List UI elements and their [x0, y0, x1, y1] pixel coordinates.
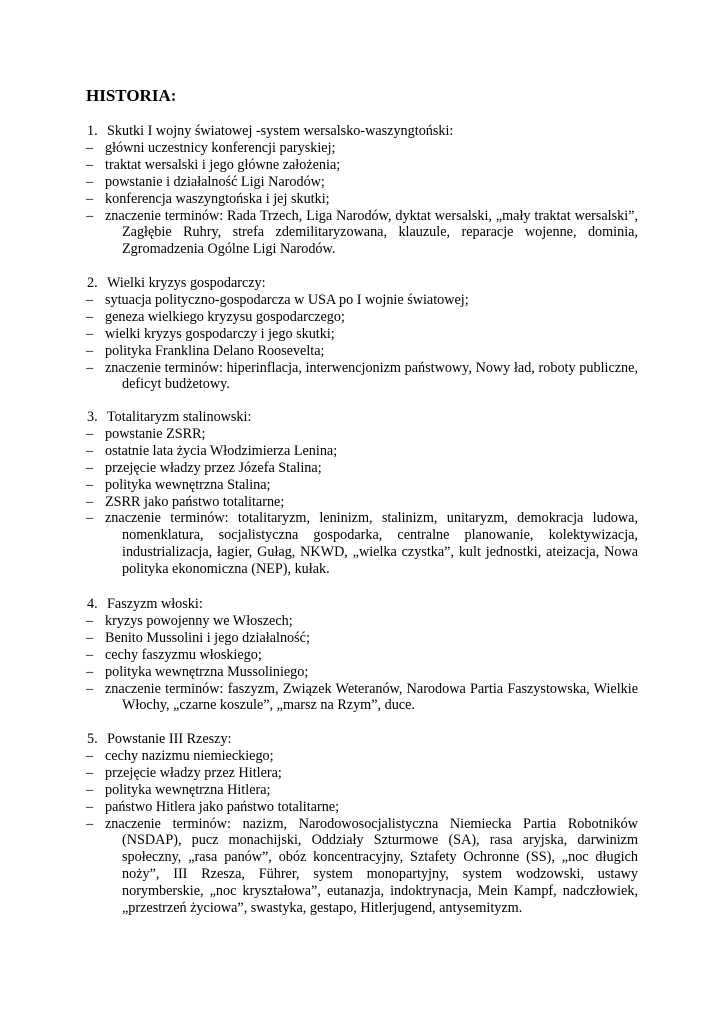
dash-bullet: – — [86, 325, 94, 342]
dash-bullet: – — [86, 308, 94, 325]
section-number: 2. — [87, 275, 98, 291]
dash-bullet: – — [86, 815, 94, 832]
list-item-terms: – znaczenie terminów: hiperinflacja, interwencjonizm państwowy, Nowy ład, roboty publiczne, deficyt budżetowy. — [86, 359, 638, 393]
list-item: – przejęcie władzy przez Hitlera; — [86, 764, 282, 781]
dash-bullet: – — [86, 764, 94, 781]
list-item: – polityka wewnętrzna Stalina; — [86, 476, 271, 493]
list-item-terms: – znaczenie terminów: faszyzm, Związek Weteranów, Narodowa Partia Faszystowska, Wielkie Włochy, „czarne koszule”, „marsz na Rzym”, duce. — [86, 680, 638, 714]
dash-bullet: – — [86, 156, 94, 173]
dash-bullet: – — [86, 359, 94, 376]
list-item: – powstanie ZSRR; — [86, 425, 206, 442]
section-title-text: Totalitaryzm stalinowski: — [107, 409, 252, 425]
list-item: – główni uczestnicy konferencji paryskiej; — [86, 139, 336, 156]
section-title — [86, 409, 638, 426]
section-title — [86, 123, 638, 140]
section-number: 5. — [87, 731, 98, 747]
dash-bullet: – — [86, 342, 94, 359]
dash-bullet: – — [86, 612, 94, 629]
section-number: 1. — [87, 123, 98, 139]
list-item-terms: – znaczenie terminów: Rada Trzech, Liga Narodów, dyktat wersalski, „mały traktat wersalski”, Zagłębie Ruhry, strefa zdemilitaryzowana, klauzule, reparacje wojenne, dominia, Zgromadzenia Ogólne Ligi Narodów. — [86, 207, 638, 258]
list-item: – ostatnie lata życia Włodzimierza Lenina; — [86, 442, 338, 459]
dash-bullet: – — [86, 459, 94, 476]
section-title — [86, 275, 638, 292]
dash-bullet: – — [86, 629, 94, 646]
dash-bullet: – — [86, 680, 94, 697]
list-item: – państwo Hitlera jako państwo totalitarne; — [86, 798, 340, 815]
dash-bullet: – — [86, 291, 94, 308]
list-item: – cechy faszyzmu włoskiego; — [86, 646, 262, 663]
section-5 — [86, 731, 638, 917]
document-heading: HISTORIA: — [86, 86, 177, 105]
section-title-text: Faszyzm włoski: — [107, 596, 203, 612]
list-item: – cechy nazizmu niemieckiego; — [86, 747, 274, 764]
list-item: – konferencja waszyngtońska i jej skutki; — [86, 190, 330, 207]
dash-bullet: – — [86, 510, 94, 527]
list-item-terms: – znaczenie terminów: nazizm, Narodowosocjalistyczna Niemiecka Partia Robotników (NSDAP), pucz monachijski, Oddziały Szturmowe (SA), rasa aryjska, darwinizm społeczny, „rasa panów”, obóz koncentracyjny, Sztafety Ochronne (SS), „noc długich noży”, III Rzesza, Führer, system monopartyjny, system wodzowski, ustawy norymberskie, „noc kryształowa”, eutanazja, indoktrynacja, Mein Kampf, nadczłowiek, „przestrzeń życiowa”, swastyka, gestapo, Hitlerjugend, antysemityzm. — [86, 815, 638, 917]
topic-list — [86, 140, 638, 258]
topic-list — [86, 748, 638, 917]
section-title-text: Skutki I wojny światowej -system wersalsko-waszyngtoński: — [107, 123, 454, 139]
list-item: – wielki kryzys gospodarczy i jego skutki; — [86, 325, 335, 342]
list-item: – polityka wewnętrzna Mussoliniego; — [86, 663, 309, 680]
dash-bullet: – — [86, 476, 94, 493]
dash-bullet: – — [86, 173, 94, 190]
list-item: – Benito Mussolini i jego działalność; — [86, 629, 310, 646]
dash-bullet: – — [86, 190, 94, 207]
section-number: 4. — [87, 596, 98, 612]
section-3 — [86, 409, 638, 578]
section-title-text: Wielki kryzys gospodarczy: — [107, 275, 266, 291]
dash-bullet: – — [86, 493, 94, 510]
section-number: 3. — [87, 409, 98, 425]
dash-bullet: – — [86, 139, 94, 156]
dash-bullet: – — [86, 425, 94, 442]
section-title — [86, 731, 638, 748]
list-item: – sytuacja polityczno-gospodarcza w USA po I wojnie światowej; — [86, 291, 469, 308]
topic-list — [86, 426, 638, 578]
section-title — [86, 596, 638, 613]
dash-bullet: – — [86, 747, 94, 764]
dash-bullet: – — [86, 207, 94, 224]
list-item: – polityka wewnętrzna Hitlera; — [86, 781, 271, 798]
list-item: – przejęcie władzy przez Józefa Stalina; — [86, 459, 322, 476]
dash-bullet: – — [86, 646, 94, 663]
section-4 — [86, 596, 638, 714]
section-1 — [86, 123, 638, 258]
topic-list — [86, 613, 638, 714]
list-item: – polityka Franklina Delano Roosevelta; — [86, 342, 325, 359]
section-title-text: Powstanie III Rzeszy: — [107, 731, 232, 747]
dash-bullet: – — [86, 663, 94, 680]
topic-list — [86, 292, 638, 393]
list-item: – traktat wersalski i jego główne założenia; — [86, 156, 341, 173]
dash-bullet: – — [86, 798, 94, 815]
list-item-terms: – znaczenie terminów: totalitaryzm, leninizm, stalinizm, unitaryzm, demokracja ludowa, nomenklatura, socjalistyczna gospodarka, centralne planowanie, kolektywizacja, industrializacja, łagier, Gułag, NKWD, „wielka czystka”, kult jednostki, ateizacja, Nowa polityka ekonomiczna (NEP), kułak. — [86, 510, 638, 578]
list-item: – geneza wielkiego kryzysu gospodarczego; — [86, 308, 345, 325]
dash-bullet: – — [86, 781, 94, 798]
list-item: – kryzys powojenny we Włoszech; — [86, 612, 293, 629]
section-2 — [86, 275, 638, 393]
dash-bullet: – — [86, 442, 94, 459]
list-item: – powstanie i działalność Ligi Narodów; — [86, 173, 325, 190]
list-item: – ZSRR jako państwo totalitarne; — [86, 493, 285, 510]
